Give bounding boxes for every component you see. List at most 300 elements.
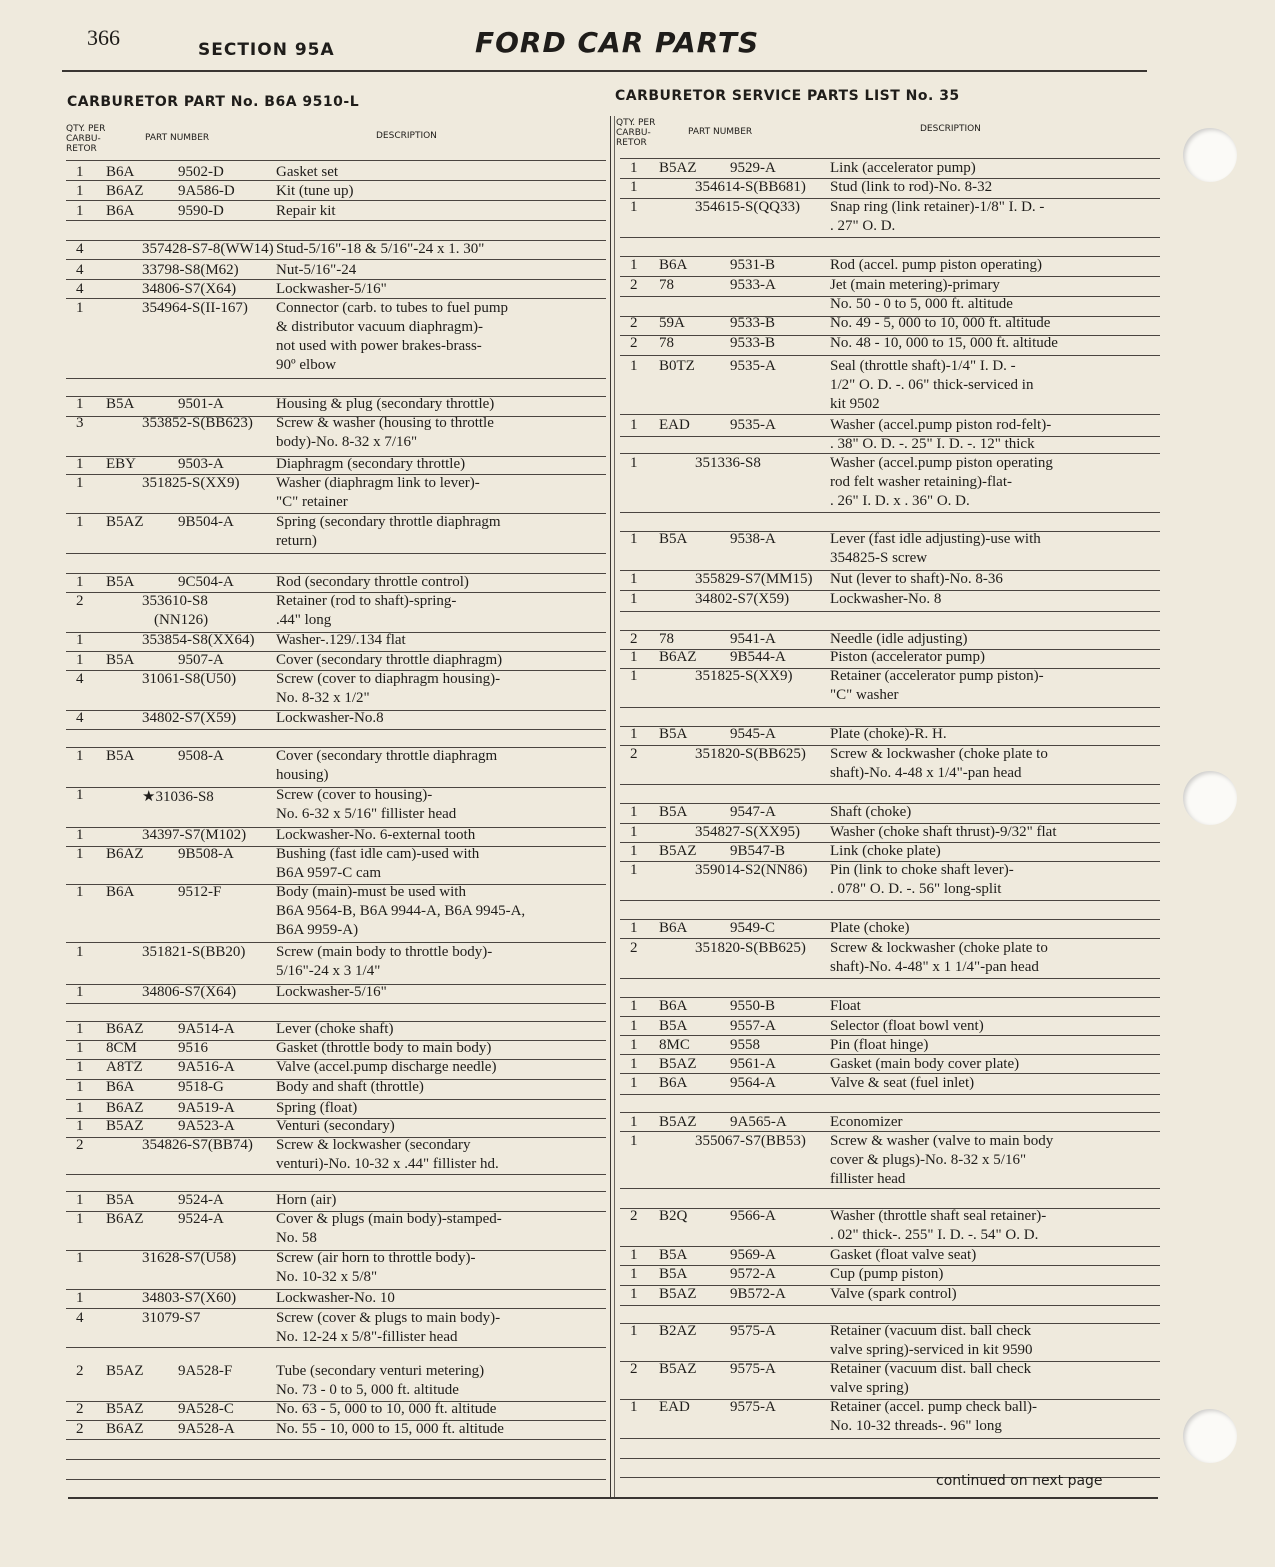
description-cell (830, 1113, 902, 1132)
part-prefix-cell: 59A (659, 315, 685, 331)
qty-cell: 1 (76, 1040, 84, 1056)
part-number-cell: 9550-B (730, 998, 775, 1014)
description-line: shaft)-No. 4-48" x 1 1/4"-pan head (830, 959, 1039, 975)
part-number-cell: 9B544-A (730, 649, 786, 665)
description-line: Gasket (throttle body to main body) (276, 1040, 492, 1056)
part-number-cell: 31628-S7(U58) (142, 1250, 237, 1266)
part-number-cell: 359014-S2(NN86) (695, 862, 808, 878)
part-prefix-cell: B5A (106, 652, 135, 668)
qty-cell: 1 (76, 632, 84, 648)
description-line: No. 55 - 10, 000 to 15, 000 ft. altitude (276, 1421, 504, 1437)
description-line: 354825-S screw (830, 550, 928, 566)
description-line: return) (276, 533, 317, 549)
part-number-cell: 9533-B (730, 335, 775, 351)
part-prefix-cell: B6A (106, 164, 135, 180)
description-cell (830, 630, 967, 649)
header-rule (62, 70, 1147, 72)
qty-cell: 1 (630, 1114, 638, 1130)
part-prefix-cell: B6A (659, 920, 688, 936)
description-line: rod felt washer retaining)-flat- (830, 474, 1012, 490)
row-rule (620, 1438, 1160, 1439)
description-line: No. 8-32 x 1/2" (276, 690, 370, 706)
page-number: 366 (87, 25, 120, 50)
part-number-cell: 351820-S(BB625) (695, 746, 806, 762)
part-number-cell: 9507-A (178, 652, 224, 668)
qty-cell: 1 (630, 1075, 638, 1091)
part-number-cell: 9575-A (730, 1399, 776, 1415)
description-line: Valve & seat (fuel inlet) (830, 1075, 975, 1091)
description-line: 5/16"-24 x 3 1/4" (276, 963, 381, 979)
qty-cell: 1 (76, 1100, 84, 1116)
qty-cell: 1 (76, 514, 84, 530)
part-number-cell: 351336-S8 (695, 455, 761, 471)
qty-cell: 1 (76, 1118, 84, 1134)
part-number-cell: 351821-S(BB20) (142, 944, 246, 960)
part-number-cell: 9572-A (730, 1266, 776, 1282)
qty-cell: 4 (76, 671, 84, 687)
description-cell (830, 997, 861, 1016)
description-line: "C" washer (830, 687, 899, 703)
description-line: Lever (fast idle adjusting)-use with (830, 531, 1041, 547)
qty-cell: 2 (630, 1208, 638, 1224)
part-prefix-cell: EBY (106, 456, 136, 472)
description-line: 90º elbow (276, 357, 337, 373)
part-prefix-cell: 8CM (106, 1040, 137, 1056)
description-cell (276, 474, 480, 512)
description-line: venturi)-No. 10-32 x .44" fillister hd. (276, 1156, 499, 1172)
description-line: Spring (secondary throttle diaphragm (276, 514, 501, 530)
description-cell (276, 1289, 395, 1308)
part-number-cell: 357428-S7-8(WW14) (142, 241, 274, 257)
description-line: Screw & washer (valve to main body (830, 1133, 1054, 1149)
qty-cell: 1 (76, 475, 84, 491)
left-table-title: CARBURETOR PART No. B6A 9510-L (67, 94, 360, 110)
part-number-cell: 9531-B (730, 257, 775, 273)
qty-cell: 1 (630, 591, 638, 607)
qty-cell: 1 (76, 1211, 84, 1227)
qty-cell: 1 (630, 179, 638, 195)
qty-cell: 1 (630, 824, 638, 840)
qty-cell: 1 (76, 300, 84, 316)
qty-cell: 1 (630, 1323, 638, 1339)
description-line: Stud (link to rod)-No. 8-32 (830, 179, 993, 195)
row-rule (66, 1459, 606, 1460)
description-line: . 38" O. D. -. 25" I. D. -. 12" thick (830, 436, 1035, 452)
part-number-cell: 351825-S(XX9) (695, 668, 793, 684)
part-number-cell: 9512-F (178, 884, 222, 900)
description-cell (830, 1207, 1046, 1245)
qty-cell: 1 (76, 1192, 84, 1208)
part-prefix-cell: B5A (106, 574, 135, 590)
description-cell (276, 1191, 336, 1210)
description-cell (276, 1309, 500, 1347)
description-cell (830, 1285, 957, 1304)
row-rule (66, 729, 606, 730)
description-cell (830, 530, 1041, 568)
description-line: No. 48 - 10, 000 to 15, 000 ft. altitude (830, 335, 1058, 351)
description-line: No. 6-32 x 5/16" fillister head (276, 806, 457, 822)
part-number-cell: 34802-S7(X59) (142, 710, 237, 726)
row-rule (66, 259, 606, 260)
description-cell (276, 1249, 476, 1287)
description-line: Stud-5/16"-18 & 5/16"-24 x 1. 30" (276, 241, 485, 257)
row-rule (66, 160, 606, 161)
part-number-cell: 9524-A (178, 1192, 224, 1208)
qty-cell: 1 (630, 1018, 638, 1034)
description-cell (830, 454, 1053, 511)
qty-cell: 2 (76, 1363, 84, 1379)
qty-cell: 1 (630, 257, 638, 273)
part-number-cell: 354826-S7(BB74) (142, 1137, 253, 1153)
description-cell (276, 709, 384, 728)
description-cell (276, 261, 356, 280)
part-prefix-cell: B5AZ (106, 1118, 144, 1134)
description-cell (830, 1055, 1019, 1074)
description-line: not used with power brakes-brass- (276, 338, 482, 354)
part-number-cell: 9A528-F (178, 1363, 233, 1379)
part-number-cell: 34806-S7(X64) (142, 984, 237, 1000)
description-cell (276, 280, 387, 299)
row-rule (620, 355, 1160, 356)
part-prefix-cell: B5AZ (659, 1056, 697, 1072)
row-rule (620, 997, 1160, 998)
description-line: Link (choke plate) (830, 843, 941, 859)
part-prefix-cell: B5AZ (659, 843, 697, 859)
description-cell (276, 747, 497, 785)
qty-cell: 1 (630, 358, 638, 374)
description-line: Plate (choke)-R. H. (830, 726, 947, 742)
part-prefix-cell: B6AZ (106, 183, 144, 199)
qty-cell: 1 (76, 1021, 84, 1037)
description-line: Seal (throttle shaft)-1/4" I. D. - (830, 358, 1016, 374)
part-number-cell: 354964-S(II-167) (142, 300, 248, 316)
description-line: Screw (cover & plugs to main body)- (276, 1310, 501, 1326)
description-line: Diaphragm (secondary throttle) (276, 456, 466, 472)
description-line: Lockwasher-5/16" (276, 984, 387, 1000)
description-cell (830, 919, 910, 938)
part-prefix-cell: 78 (659, 335, 674, 351)
part-number-cell: 353854-S8(XX64) (142, 632, 255, 648)
description-cell (276, 513, 501, 551)
description-line: No. 10-32 threads-. 96" long (830, 1418, 1002, 1434)
description-line: Washer-.129/.134 flat (276, 632, 406, 648)
description-line: Body (main)-must be used with (276, 884, 466, 900)
part-prefix-cell: 78 (659, 277, 674, 293)
qty-cell: 1 (76, 1079, 84, 1095)
row-rule (620, 414, 1160, 415)
qty-cell: 1 (76, 846, 84, 862)
row-rule (620, 1458, 1160, 1459)
description-line: Washer (accel.pump piston operating (830, 455, 1053, 471)
footer-rule (68, 1497, 1158, 1499)
qty-cell: 2 (630, 1361, 638, 1377)
description-cell (830, 1322, 1032, 1360)
part-number-cell: 9533-A (730, 277, 776, 293)
part-prefix-cell: B5A (659, 531, 688, 547)
column-divider (614, 116, 615, 1498)
continued-note: continued on next page (936, 1473, 1103, 1489)
row-rule (620, 611, 1160, 612)
part-prefix-cell: B6AZ (106, 1421, 144, 1437)
part-prefix-cell: B6A (659, 998, 688, 1014)
description-line: Gasket (float valve seat) (830, 1247, 977, 1263)
description-cell (276, 1210, 502, 1248)
description-line: valve spring) (830, 1380, 909, 1396)
description-line: Jet (main metering)-primary (830, 277, 1000, 293)
qty-cell: 4 (76, 241, 84, 257)
description-line: Screw (air horn to throttle body)- (276, 1250, 476, 1266)
description-cell (830, 334, 1058, 353)
description-line: . 078" O. D. -. 56" long-split (830, 881, 1002, 897)
description-line: . 27" O. D. (830, 218, 896, 234)
description-cell (276, 182, 353, 201)
part-number-cell: 9541-A (730, 631, 776, 647)
description-cell (276, 573, 469, 592)
description-line: Lockwasher-No.8 (276, 710, 384, 726)
part-number-cell: 9501-A (178, 396, 224, 412)
description-line: B6A 9597-C cam (276, 865, 381, 881)
qty-cell: 2 (630, 940, 638, 956)
qty-cell: 1 (630, 668, 638, 684)
part-prefix-cell: B5AZ (106, 1401, 144, 1417)
qty-cell: 2 (630, 631, 638, 647)
qty-cell: 4 (76, 1310, 84, 1326)
description-line: Kit (tune up) (276, 183, 354, 199)
part-number-cell: 353852-S(BB623) (142, 415, 253, 431)
part-number-cell: 9A514-A (178, 1021, 235, 1037)
description-cell (276, 1136, 499, 1174)
part-number-cell: 9558 (730, 1037, 760, 1053)
part-prefix-cell: B5A (659, 1018, 688, 1034)
row-rule (620, 784, 1160, 785)
qty-cell: 1 (630, 862, 638, 878)
description-line: Tube (secondary venturi metering) (276, 1363, 485, 1379)
row-rule (66, 220, 606, 221)
description-line: Lockwasher-No. 10 (276, 1290, 395, 1306)
description-line: Needle (idle adjusting) (830, 631, 968, 647)
description-line: Washer (accel.pump piston rod-felt)- (830, 417, 1052, 433)
description-line: Screw & lockwasher (choke plate to (830, 746, 1048, 762)
qty-cell: 1 (76, 787, 84, 803)
part-number-cell: 9566-A (730, 1208, 776, 1224)
qty-cell: 1 (630, 1133, 638, 1149)
description-cell (830, 745, 1048, 783)
description-line: Washer (throttle shaft seal retainer)- (830, 1208, 1047, 1224)
qty-cell: 1 (630, 531, 638, 547)
description-cell (830, 842, 941, 861)
part-number-cell: 9C504-A (178, 574, 234, 590)
description-line: Cover (secondary throttle diaphragm (276, 748, 498, 764)
qty-cell: 1 (630, 1286, 638, 1302)
part-number-cell: 9538-A (730, 531, 776, 547)
part-number-cell: 31079-S7 (142, 1310, 201, 1326)
description-line: Plate (choke) (830, 920, 910, 936)
qty-cell: 1 (630, 199, 638, 215)
qty-cell: 2 (630, 746, 638, 762)
part-prefix-cell: B6AZ (106, 1211, 144, 1227)
description-line: Retainer (accel. pump check ball)- (830, 1399, 1037, 1415)
description-cell (830, 648, 985, 667)
qty-cell: 1 (630, 417, 638, 433)
part-number-cell: 9575-A (730, 1323, 776, 1339)
row-rule (620, 900, 1160, 901)
description-line: Selector (float bowl vent) (830, 1018, 984, 1034)
description-line: Pin (float hinge) (830, 1037, 929, 1053)
description-cell (830, 1360, 1031, 1398)
description-line: Screw (main body to throttle body)- (276, 944, 493, 960)
description-cell (276, 455, 465, 474)
right-col-part-header: PART NUMBER (688, 127, 753, 137)
description-cell (276, 786, 456, 824)
qty-cell: 3 (76, 415, 84, 431)
part-prefix-cell: B6AZ (106, 1100, 144, 1116)
part-prefix-cell: B6A (106, 884, 135, 900)
description-line: No. 73 - 0 to 5, 000 ft. altitude (276, 1382, 459, 1398)
description-cell (830, 1246, 976, 1265)
description-line: Retainer (vacuum dist. ball check (830, 1361, 1032, 1377)
description-line: Body and shaft (throttle) (276, 1079, 424, 1095)
qty-cell: 1 (630, 843, 638, 859)
description-cell (830, 198, 1044, 236)
qty-cell: 1 (76, 574, 84, 590)
qty-cell: 1 (76, 183, 84, 199)
page-title: FORD CAR PARTS (475, 26, 760, 59)
part-prefix-cell: B5A (659, 1266, 688, 1282)
part-number-cell: 9A528-A (178, 1421, 235, 1437)
description-cell (276, 1020, 393, 1039)
description-line: housing) (276, 767, 329, 783)
qty-cell: 4 (76, 710, 84, 726)
part-prefix-cell: B5AZ (106, 1363, 144, 1379)
qty-cell: 1 (630, 998, 638, 1014)
part-number-cell: 9B572-A (730, 1286, 786, 1302)
qty-cell: 2 (630, 315, 638, 331)
row-rule (66, 1003, 606, 1004)
part-number-suffix: (NN126) (154, 612, 209, 628)
part-number-cell: 9503-A (178, 456, 224, 472)
description-cell (276, 240, 484, 259)
qty-cell: 1 (76, 1059, 84, 1075)
left-col-desc-header: DESCRIPTION (376, 131, 437, 141)
row-rule (66, 1479, 606, 1480)
part-number-cell: 33798-S8(M62) (142, 262, 239, 278)
description-line: kit 9502 (830, 396, 880, 412)
description-cell (830, 1398, 1037, 1436)
part-number-cell: 9516 (178, 1040, 208, 1056)
description-cell (276, 414, 494, 452)
description-line: Bushing (fast idle cam)-used with (276, 846, 480, 862)
description-cell (276, 395, 494, 414)
description-line: 1/2" O. D. -. 06" thick-serviced in (830, 377, 1034, 393)
qty-cell: 1 (76, 203, 84, 219)
part-number-cell: 9B504-A (178, 514, 234, 530)
description-cell (830, 1132, 1053, 1189)
description-cell (830, 823, 1057, 842)
qty-cell: 1 (76, 456, 84, 472)
description-cell (830, 861, 1014, 899)
part-number-cell: 9557-A (730, 1018, 776, 1034)
description-line: Screw & lockwasher (choke plate to (830, 940, 1048, 956)
description-cell (276, 1099, 357, 1118)
row-rule (66, 553, 606, 554)
part-number-cell: 354827-S(XX95) (695, 824, 800, 840)
description-line: Rod (accel. pump piston operating) (830, 257, 1043, 273)
part-prefix-cell: B6AZ (106, 1021, 144, 1037)
description-cell (830, 590, 941, 609)
description-cell (830, 1074, 974, 1093)
description-cell (830, 276, 1013, 314)
part-prefix-cell: B5AZ (659, 160, 697, 176)
row-rule (66, 378, 606, 379)
qty-cell: 1 (630, 920, 638, 936)
part-number-cell: 34806-S7(X64) (142, 281, 237, 297)
description-line: Lockwasher-5/16" (276, 281, 387, 297)
binder-hole (1183, 1409, 1237, 1463)
part-number-cell: 34802-S7(X59) (695, 591, 790, 607)
description-line: Cup (pump piston) (830, 1266, 944, 1282)
description-line: Pin (link to choke shaft lever)- (830, 862, 1014, 878)
description-line: Screw & washer (housing to throttle (276, 415, 494, 431)
description-line: Washer (diaphragm link to lever)- (276, 475, 480, 491)
qty-cell: 1 (76, 164, 84, 180)
description-cell (830, 1265, 943, 1284)
row-rule (620, 1094, 1160, 1095)
description-cell (276, 670, 500, 708)
row-rule (620, 512, 1160, 513)
part-prefix-cell: B5AZ (659, 1361, 697, 1377)
qty-cell: 1 (630, 1399, 638, 1415)
part-number-cell: 9564-A (730, 1075, 776, 1091)
qty-cell: 1 (630, 1056, 638, 1072)
part-number-cell: 9569-A (730, 1247, 776, 1263)
row-rule (66, 1174, 606, 1175)
description-cell (276, 631, 406, 650)
binder-hole (1183, 771, 1237, 825)
part-number-cell: 9549-C (730, 920, 775, 936)
binder-hole (1183, 128, 1237, 182)
part-number-cell: 351820-S(BB625) (695, 940, 806, 956)
description-line: shaft)-No. 4-48 x 1/4"-pan head (830, 765, 1022, 781)
part-number-cell: 34803-S7(X60) (142, 1290, 237, 1306)
description-line: Cover (secondary throttle diaphragm) (276, 652, 503, 668)
description-line: Shaft (choke) (830, 804, 912, 820)
description-line: Screw (cover to diaphragm housing)- (276, 671, 501, 687)
part-number-cell: 9529-A (730, 160, 776, 176)
part-number-cell: 34397-S7(M102) (142, 827, 247, 843)
right-col-qty-header: QTY. PER CARBU- RETOR (616, 118, 656, 148)
description-cell (276, 202, 336, 221)
description-cell (276, 943, 492, 981)
description-cell (830, 159, 976, 178)
description-cell (276, 1400, 496, 1419)
qty-cell: 1 (76, 884, 84, 900)
description-line: Screw (cover to housing)- (276, 787, 433, 803)
description-line: Retainer (rod to shaft)-spring- (276, 593, 457, 609)
part-prefix-cell: A8TZ (106, 1059, 143, 1075)
description-line: Gasket set (276, 164, 339, 180)
row-rule (620, 1305, 1160, 1306)
part-number-cell: 354615-S(QQ33) (695, 199, 800, 215)
qty-cell: 1 (630, 1037, 638, 1053)
description-line: Nut-5/16"-24 (276, 262, 357, 278)
description-cell (276, 883, 525, 940)
row-rule (620, 237, 1160, 238)
description-cell (276, 983, 387, 1002)
part-number-cell: 9561-A (730, 1056, 776, 1072)
part-number-cell: 9A565-A (730, 1114, 787, 1130)
right-col-desc-header: DESCRIPTION (920, 124, 981, 134)
description-cell (276, 845, 479, 883)
